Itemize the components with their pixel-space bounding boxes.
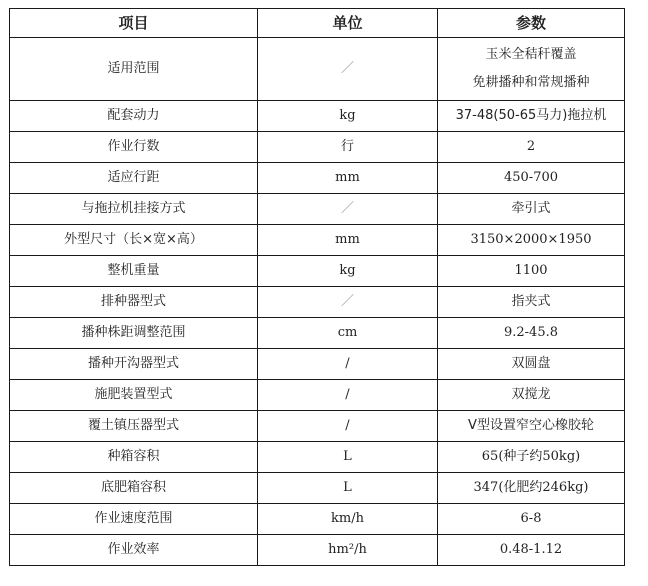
unit-cell: / bbox=[258, 349, 438, 380]
unit-cell: 行 bbox=[258, 132, 438, 163]
item-cell: 种箱容积 bbox=[10, 442, 258, 473]
spec-table bbox=[9, 8, 625, 566]
param-cell: 37-48(50-65马力)拖拉机 bbox=[438, 101, 625, 132]
item-cell: 施肥装置型式 bbox=[10, 380, 258, 411]
param-cell: 指夹式 bbox=[438, 287, 625, 318]
param-cell: 0.48-1.12 bbox=[438, 535, 625, 566]
table-row bbox=[10, 318, 625, 349]
table-row bbox=[10, 256, 625, 287]
item-cell: 配套动力 bbox=[10, 101, 258, 132]
table-row bbox=[10, 101, 625, 132]
unit-cell: km/h bbox=[258, 504, 438, 535]
unit-cell: kg bbox=[258, 256, 438, 287]
table-row bbox=[10, 194, 625, 225]
unit-cell: ／ bbox=[258, 287, 438, 318]
table-row bbox=[10, 442, 625, 473]
item-cell: 播种株距调整范围 bbox=[10, 318, 258, 349]
item-cell: 作业速度范围 bbox=[10, 504, 258, 535]
param-cell: 牵引式 bbox=[438, 194, 625, 225]
param-cell: 2 bbox=[438, 132, 625, 163]
param-cell: 1100 bbox=[438, 256, 625, 287]
table-row bbox=[10, 38, 625, 101]
item-cell: 作业行数 bbox=[10, 132, 258, 163]
param-cell: 3150×2000×1950 bbox=[438, 225, 625, 256]
param-cell: 9.2-45.8 bbox=[438, 318, 625, 349]
param-cell: 450-700 bbox=[438, 163, 625, 194]
unit-cell: L bbox=[258, 442, 438, 473]
unit-cell: mm bbox=[258, 225, 438, 256]
header-unit: 单位 bbox=[258, 9, 438, 38]
table-row bbox=[10, 132, 625, 163]
param-line: 免耕播种和常规播种 bbox=[472, 75, 590, 90]
unit-cell: ／ bbox=[258, 38, 438, 101]
table-row bbox=[10, 225, 625, 256]
unit-cell: L bbox=[258, 473, 438, 504]
unit-cell: hm²/h bbox=[258, 535, 438, 566]
param-cell: V型设置窄空心橡胶轮 bbox=[438, 411, 625, 442]
param-cell: 347(化肥约246kg) bbox=[438, 473, 625, 504]
header-row bbox=[10, 9, 625, 38]
table-row bbox=[10, 287, 625, 318]
unit-cell: ／ bbox=[258, 194, 438, 225]
unit-cell: kg bbox=[258, 101, 438, 132]
unit-cell: / bbox=[258, 380, 438, 411]
header-param: 参数 bbox=[438, 9, 625, 38]
item-cell: 整机重量 bbox=[10, 256, 258, 287]
item-cell: 与拖拉机挂接方式 bbox=[10, 194, 258, 225]
item-cell: 覆土镇压器型式 bbox=[10, 411, 258, 442]
item-cell: 适应行距 bbox=[10, 163, 258, 194]
table-row bbox=[10, 535, 625, 566]
table-row bbox=[10, 163, 625, 194]
unit-cell: cm bbox=[258, 318, 438, 349]
item-cell: 作业效率 bbox=[10, 535, 258, 566]
item-cell: 底肥箱容积 bbox=[10, 473, 258, 504]
table-row bbox=[10, 504, 625, 535]
item-cell: 排种器型式 bbox=[10, 287, 258, 318]
item-cell: 适用范围 bbox=[10, 38, 258, 101]
param-line: 玉米全秸秆覆盖 bbox=[485, 47, 577, 62]
param-cell: 65(种子约50kg) bbox=[438, 442, 625, 473]
item-cell: 播种开沟器型式 bbox=[10, 349, 258, 380]
param-cell: 双圆盘 bbox=[438, 349, 625, 380]
param-cell: 6-8 bbox=[438, 504, 625, 535]
table-row bbox=[10, 473, 625, 504]
table-row bbox=[10, 411, 625, 442]
header-item: 项目 bbox=[10, 9, 258, 38]
param-cell: 双搅龙 bbox=[438, 380, 625, 411]
param-cell bbox=[438, 38, 625, 101]
unit-cell: mm bbox=[258, 163, 438, 194]
table-row bbox=[10, 349, 625, 380]
item-cell: 外型尺寸（长×宽×高） bbox=[10, 225, 258, 256]
unit-cell: / bbox=[258, 411, 438, 442]
table-row bbox=[10, 380, 625, 411]
